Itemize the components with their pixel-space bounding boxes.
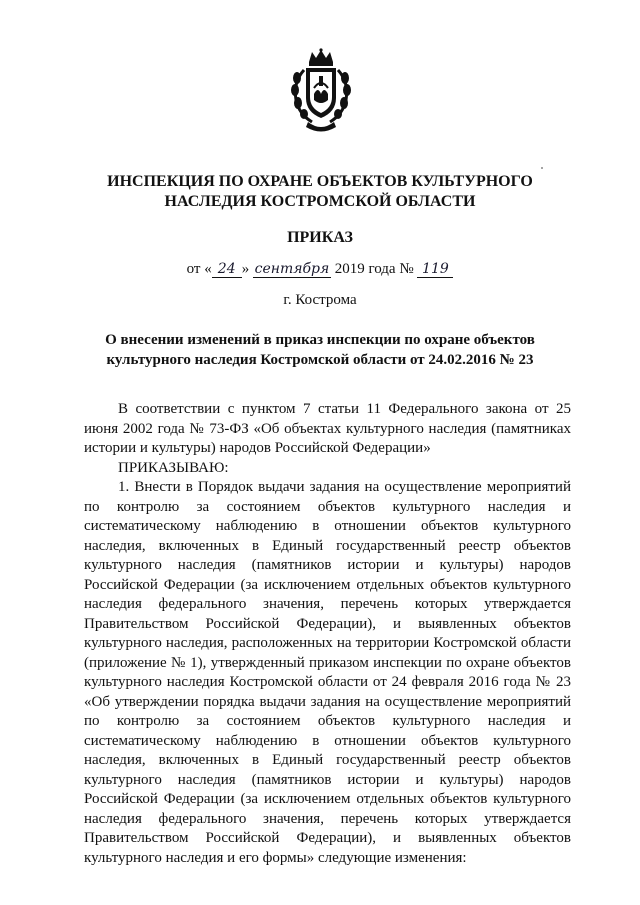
handwritten-month: сентября (254, 261, 330, 277)
date-mid: » (241, 261, 250, 277)
document-body (84, 400, 571, 868)
preamble-paragraph: В соответствии с пунктом 7 статьи 11 Федерального закона от 25 июня 2002 года № 73-ФЗ «Об объектах культурного наследия (памятниках истории и культуры) народов Российской Федерации» (84, 401, 571, 456)
date-year-text: 2019 года № (334, 261, 414, 277)
handwritten-day: 24 (212, 262, 242, 278)
document-type-title: ПРИКАЗ (287, 229, 353, 246)
order-keyword: ПРИКАЗЫВАЮ: (118, 459, 229, 476)
date-prefix: от « (186, 261, 212, 277)
handwritten-order-number: 119 (417, 262, 453, 278)
subject-line2: культурного наследия Костромской области от 24.02.2016 № 23 (106, 352, 534, 368)
coat-of-arms-emblem (290, 48, 352, 134)
scan-speck (541, 167, 543, 169)
item-1-paragraph: 1. Внести в Порядок выдачи задания на осуществление мероприятий по контролю за состоянием объектов культурного наследия и систематическому наблюдению в отношении объектов культурного наследия, включенных в Единый государственный реестр объектов культурного наследия (памятников истории и культуры) народов Российской Федерации (за исключением отдельных объектов культурного наследия федерального значения, перечень которых утверждается Правительством Российской Федерации), и выявленных объектов культурного наследия, расположенных на территории Костромской области (приложение № 1), утвержденный приказом инспекции по охране объектов культурного наследия Костромской области от 24 февраля 2016 года № 23 «Об утверждении порядка выдачи задания на осуществление мероприятий по контролю за состоянием объектов культурного наследия и систематическому наблюдению в отношении объектов культурного наследия, включенных в Единый государственный реестр объектов культурного наследия (памятников истории и культуры) народов Российской Федерации (за исключением отдельных объектов культурного наследия федерального значения, перечень которых утверждается Правительством Российской Федерации), и выявленных объектов культурного наследия и его формы» следующие изменения: (84, 479, 571, 866)
order-date-line (0, 261, 640, 278)
subject-line1: О внесении изменений в приказ инспекции по охране объектов (105, 332, 535, 348)
city-name: г. Кострома (283, 292, 357, 308)
organization-name-line1: ИНСПЕКЦИЯ ПО ОХРАНЕ ОБЪЕКТОВ КУЛЬТУРНОГО (107, 173, 533, 190)
organization-name-line2: НАСЛЕДИЯ КОСТРОМСКОЙ ОБЛАСТИ (164, 193, 476, 210)
